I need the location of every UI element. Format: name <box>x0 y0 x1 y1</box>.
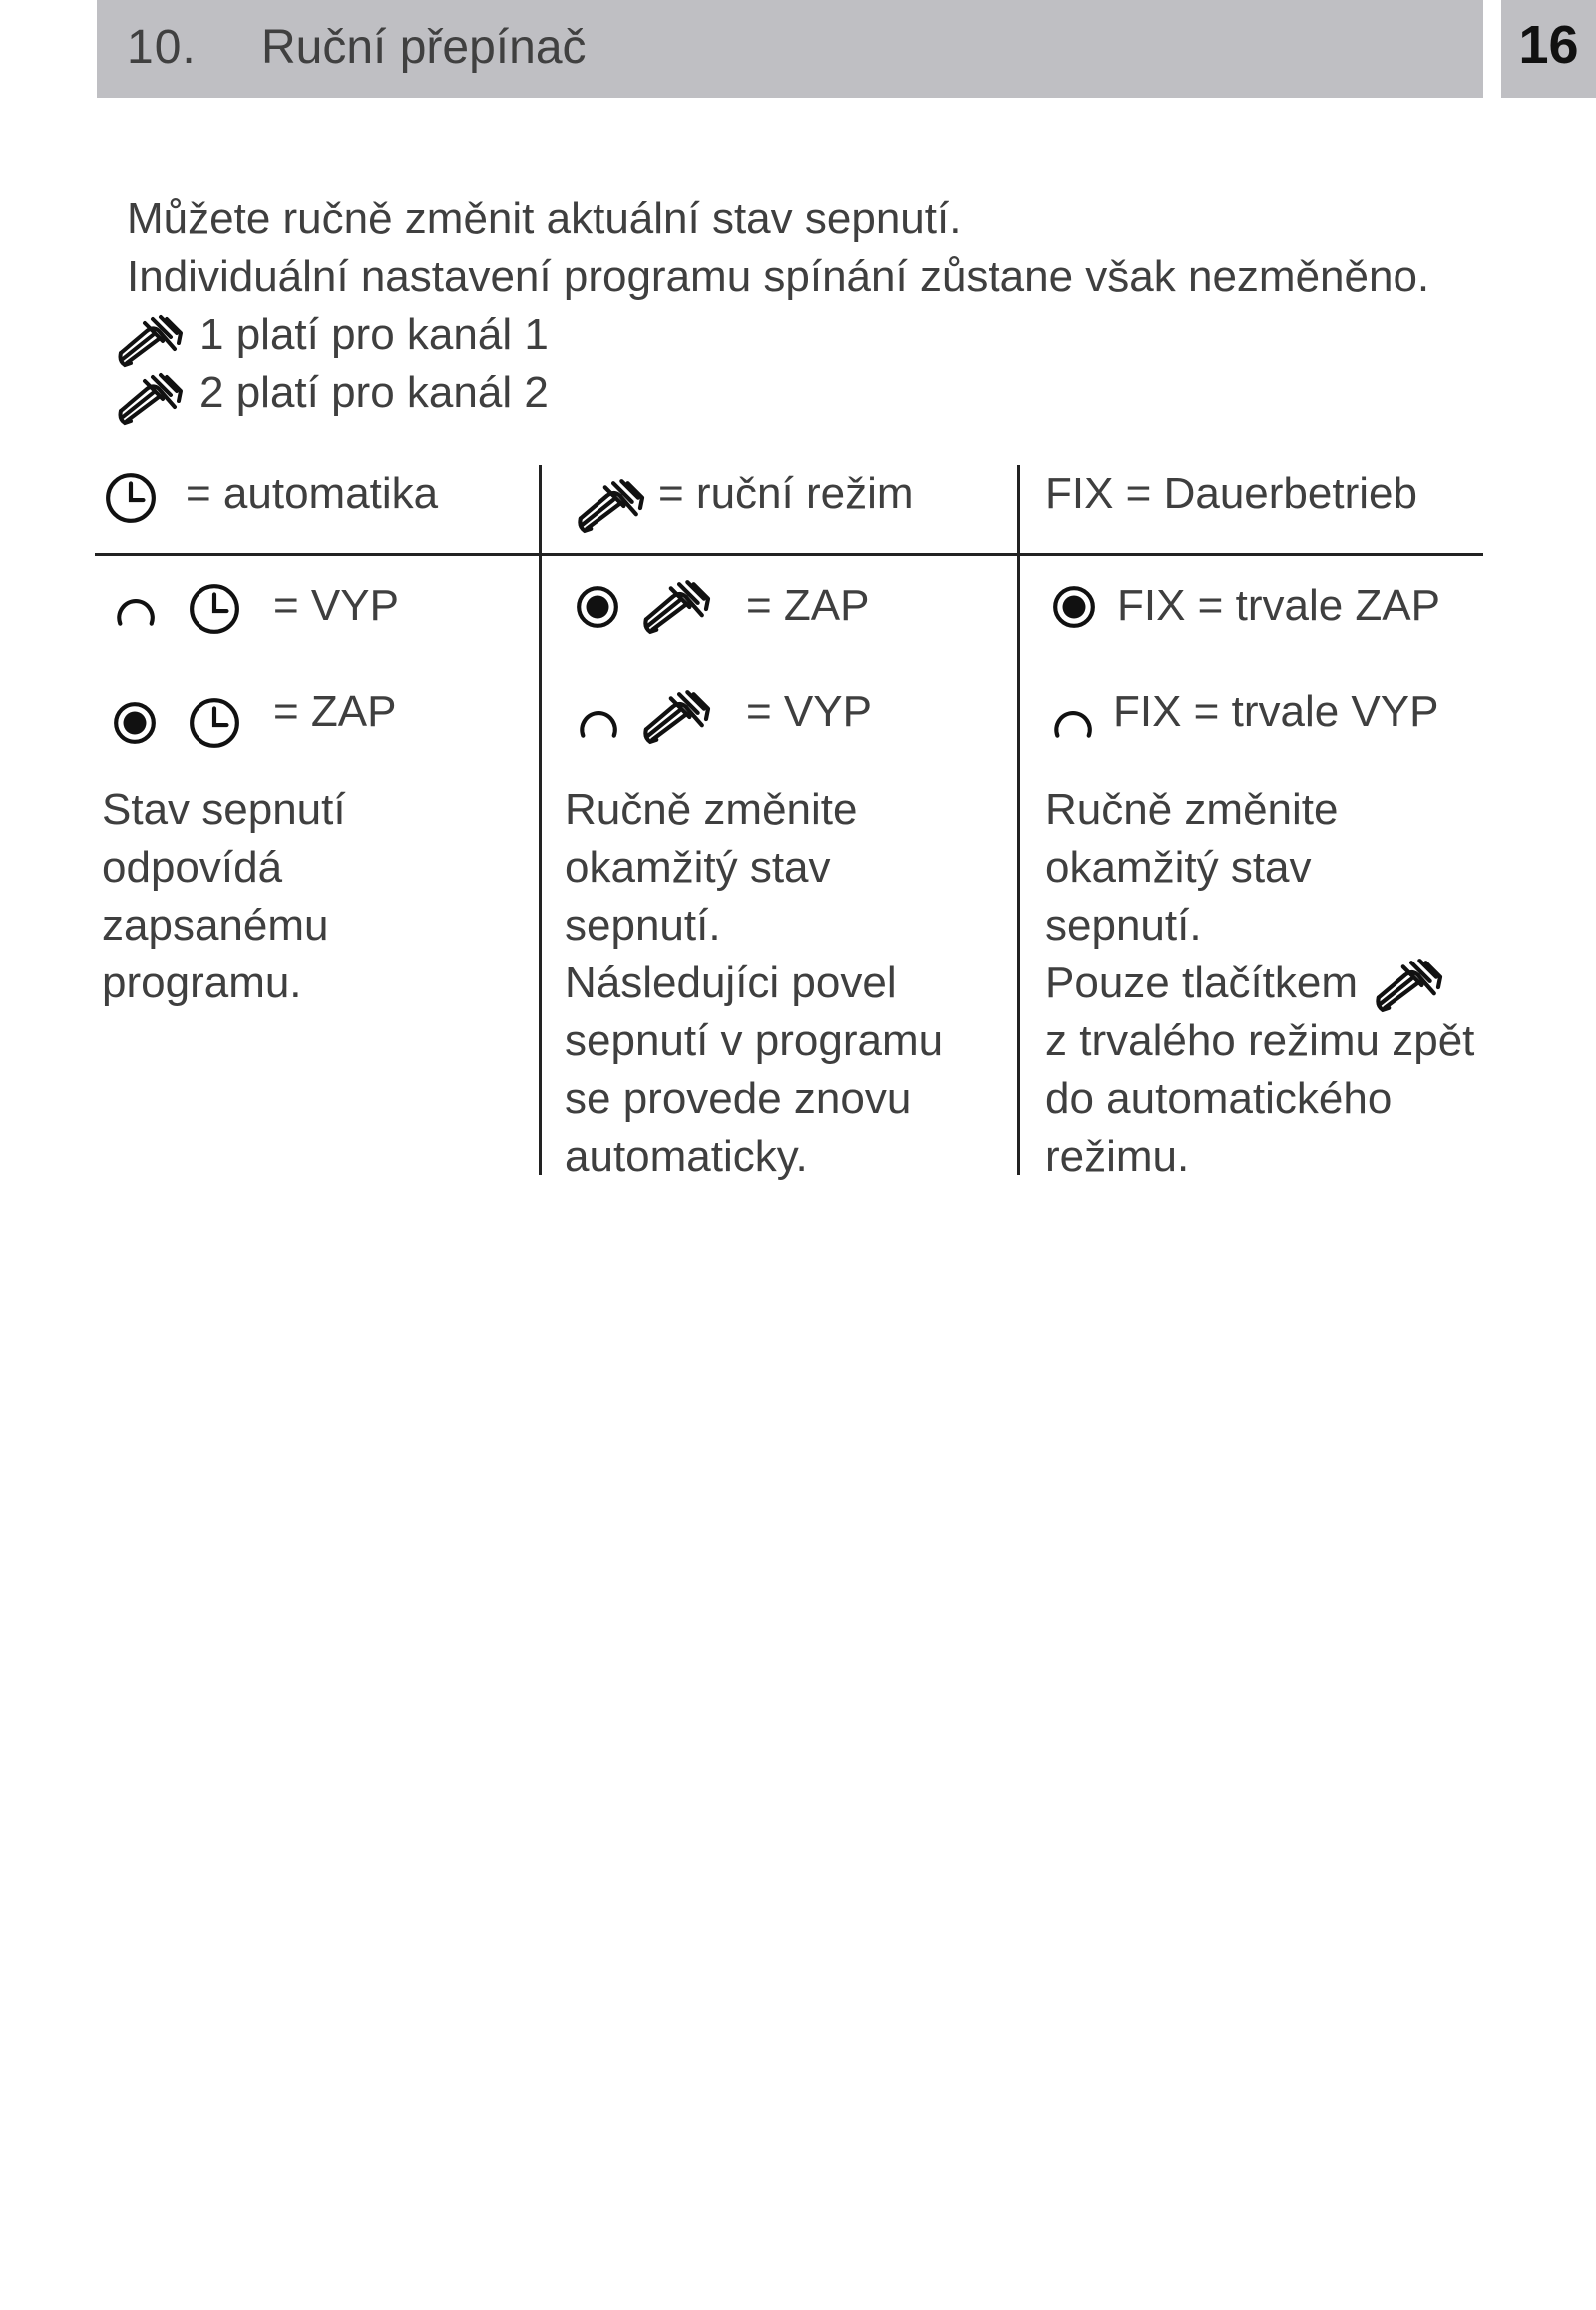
col3-description <box>1045 781 1474 1186</box>
desc-line: do automatického <box>1045 1074 1393 1123</box>
desc-line: Následujíci povel <box>565 959 897 1007</box>
intro-line-3: 1 platí pro kanál 1 <box>200 310 549 359</box>
col2-row2: = VYP <box>746 687 872 736</box>
desc-line: odpovídá <box>102 843 283 892</box>
desc-line: sepnutí. <box>1045 901 1202 950</box>
intro-line-2: Individuální nastavení programu spínání zůstane však nezměněno. <box>127 252 1430 301</box>
desc-line <box>1045 955 1474 1012</box>
desc-line: se provede znovu <box>565 1074 912 1123</box>
page-number: 16 <box>1518 15 1579 75</box>
col1-description <box>102 781 346 1012</box>
desc-line-text: Pouze tlačítkem <box>1045 959 1359 1007</box>
hand-icon <box>577 477 648 535</box>
column-divider <box>539 465 542 1175</box>
col1-row1: = VYP <box>273 581 399 630</box>
column-divider <box>1017 465 1020 1175</box>
section-number: 10. <box>127 21 197 74</box>
col3-row2: FIX = trvale VYP <box>1113 687 1439 736</box>
desc-line: Stav sepnutí <box>102 785 346 834</box>
radio-on-icon <box>575 584 620 630</box>
section-header <box>97 0 1483 98</box>
desc-line: automaticky. <box>565 1132 808 1181</box>
hand-icon <box>118 313 186 369</box>
page-number-box <box>1501 0 1596 98</box>
section-title: Ruční přepínač <box>261 21 587 74</box>
col3-row1: FIX = trvale ZAP <box>1117 581 1440 630</box>
desc-line: okamžitý stav <box>1045 843 1312 892</box>
hand-icon <box>1375 957 1446 1014</box>
desc-line: z trvalého režimu zpět <box>1045 1016 1475 1065</box>
col2-row1: = ZAP <box>746 581 870 630</box>
radio-off-icon <box>575 698 620 744</box>
radio-on-icon <box>112 700 158 746</box>
desc-line: sepnutí v programu <box>565 1016 944 1065</box>
hand-icon <box>642 578 714 636</box>
desc-line: režimu. <box>1045 1132 1190 1181</box>
hand-icon <box>118 371 186 427</box>
legend-auto: = automatika <box>186 469 439 518</box>
header-rule <box>95 553 1483 556</box>
desc-line: sepnutí. <box>565 901 721 950</box>
desc-line: Ručně změnite <box>565 785 858 834</box>
radio-off-icon <box>112 586 158 632</box>
intro-line-1: Můžete ručně změnit aktuální stav sepnutí. <box>127 194 962 243</box>
clock-icon <box>188 696 241 750</box>
col1-row2: = ZAP <box>273 687 397 736</box>
desc-line: programu. <box>102 959 302 1007</box>
radio-on-icon <box>1051 584 1097 630</box>
hand-icon <box>642 688 714 746</box>
desc-line: okamžitý stav <box>565 843 831 892</box>
col2-description <box>565 781 943 1186</box>
legend-manual: = ruční režim <box>658 469 914 518</box>
clock-icon <box>104 471 158 525</box>
legend-fix: FIX = Dauerbetrieb <box>1045 469 1417 518</box>
intro-line-4: 2 platí pro kanál 2 <box>200 368 549 417</box>
desc-line: Ručně změnite <box>1045 785 1339 834</box>
clock-icon <box>188 582 241 636</box>
radio-off-icon <box>1049 698 1095 744</box>
desc-line: zapsanému <box>102 901 329 950</box>
